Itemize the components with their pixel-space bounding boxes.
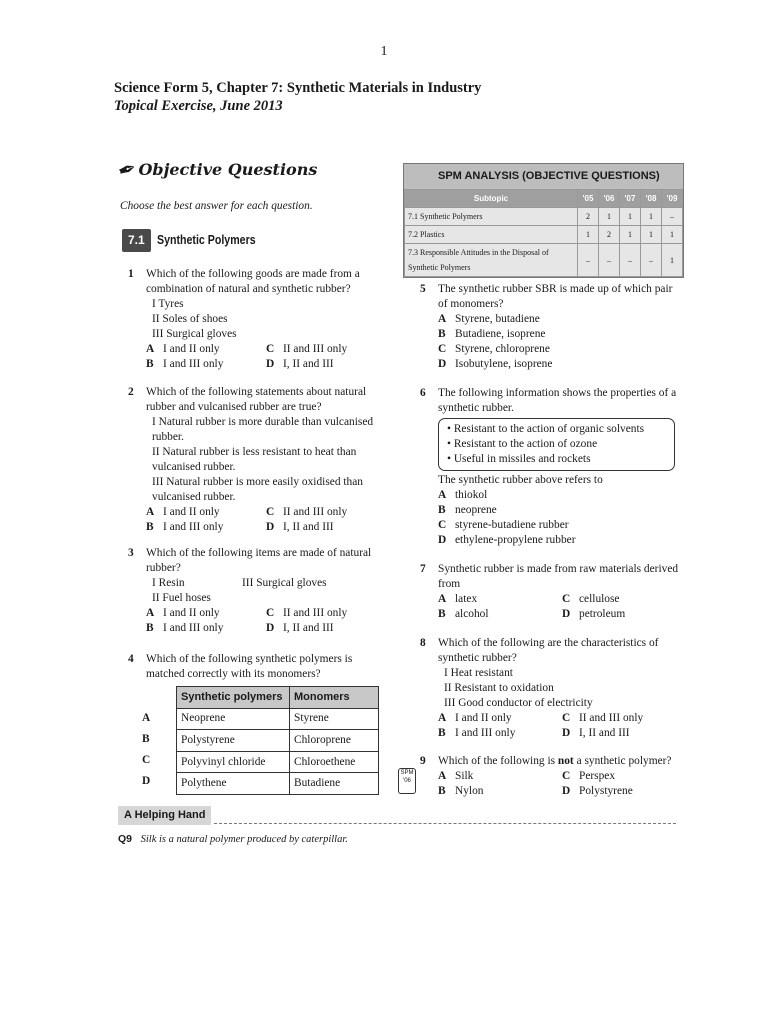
option-d[interactable]: ethylene-propylene rubber — [455, 534, 576, 546]
question-number: 5 — [420, 283, 426, 295]
property-item: • Resistant to the action of organic solvents — [447, 423, 645, 435]
item: III Surgical gloves — [242, 577, 327, 589]
option-d[interactable]: I, II and III — [283, 622, 334, 634]
question-1: 1 Which of the following goods are made from a combination of natural and synthetic rubber? I Tyres II Soles of shoes III Surgical gloves A I and II only C II and III only B I and III only D I, II and III — [128, 267, 390, 372]
option-a[interactable]: latex — [455, 593, 478, 605]
item: I Heat resistant — [444, 667, 513, 679]
option-b[interactable]: alcohol — [455, 608, 489, 620]
option-d[interactable]: I, II and III — [283, 521, 334, 533]
spm-analysis-title: SPM ANALYSIS (OBJECTIVE QUESTIONS) — [404, 164, 683, 189]
option-b[interactable]: I and III only — [163, 521, 224, 533]
option-c[interactable]: II and III only — [283, 607, 348, 619]
polymer-cell: Polythene — [177, 773, 290, 795]
polymer-cell: Polystyrene — [177, 730, 290, 752]
item-list — [152, 297, 390, 342]
question-8: 8 Which of the following are the characteristics of synthetic rubber? I Heat resistant II Resistant to oxidation III Good conductor of electricity A I and II only C II and III only B I and III only D I, II and III — [420, 636, 682, 741]
option-letter: D — [142, 775, 151, 787]
option-a[interactable]: I and II only — [163, 607, 220, 619]
option-b[interactable]: I and III only — [163, 358, 224, 370]
question-9: 9 Which of the following is not a synthetic polymer? A Silk C Perspex B Nylon D Polystyrene — [420, 754, 682, 799]
divider — [214, 823, 676, 824]
question-text: Synthetic rubber is made from raw materials derived from — [438, 563, 679, 590]
option-b[interactable]: I and III only — [455, 727, 516, 739]
item: II Soles of shoes — [152, 313, 228, 325]
question-number: 7 — [420, 563, 426, 575]
question-number: 6 — [420, 387, 426, 399]
option-c[interactable]: Styrene, chloroprene — [455, 343, 550, 355]
question-7: 7 Synthetic rubber is made from raw materials derived from A latex C cellulose B alcohol D petroleum — [420, 562, 682, 622]
page-number: 1 — [380, 44, 388, 59]
helping-hand-label: A Helping Hand — [118, 806, 211, 825]
option-a[interactable]: Silk — [455, 770, 474, 782]
section-heading — [122, 229, 273, 252]
header-year: '08 — [641, 190, 662, 208]
table-row[interactable] — [177, 751, 379, 773]
option-c[interactable]: II and III only — [283, 506, 348, 518]
polymer-cell: Neoprene — [177, 708, 290, 730]
question-number: 8 — [420, 637, 426, 649]
option-d[interactable]: I, II and III — [579, 727, 630, 739]
subtopic-cell: 7.2 Plastics — [405, 226, 578, 244]
question-6: 6 The following information shows the properties of a synthetic rubber. • Resistant to the action of organic solvents • Resistant to the action of ozone • Useful in missiles and rockets The synthetic rubber above refers to A thiokol B neoprene C styrene-butadiene rubber D ethylene-propylene rubber — [420, 386, 682, 548]
table-row: 7.1 Synthetic Polymers 2 1 1 1 – — [405, 208, 683, 226]
option-d[interactable]: Isobutylene, isoprene — [455, 358, 553, 370]
question-text: Which of the following are the characteristics of synthetic rubber? — [438, 637, 659, 664]
option-a[interactable]: I and II only — [163, 506, 220, 518]
polymer-cell: Polyvinyl chloride — [177, 751, 290, 773]
section-number: 7.1 — [122, 229, 151, 252]
subtopic-cell: 7.3 Responsible Attitudes in the Disposal of Synthetic Polymers — [405, 244, 578, 277]
monomer-cell: Butadiene — [290, 773, 379, 795]
pen-icon: ✒ — [114, 154, 141, 185]
option-c[interactable]: II and III only — [283, 343, 348, 355]
spm-06-tag: SPM '06 — [398, 768, 416, 794]
header-year: '06 — [599, 190, 620, 208]
hint-question-ref: Q9 — [118, 833, 133, 845]
table-row[interactable] — [177, 708, 379, 730]
option-letter: C — [142, 754, 151, 766]
instruction-text: Choose the best answer for each question. — [120, 200, 313, 212]
question-number: 3 — [128, 547, 134, 559]
option-b[interactable]: Nylon — [455, 785, 484, 797]
question-text: Which of the following items are made of natural rubber? — [146, 547, 372, 574]
subtopic-cell: 7.1 Synthetic Polymers — [405, 208, 578, 226]
item: II Fuel hoses — [152, 592, 211, 604]
header-monomer: Monomers — [290, 687, 379, 709]
option-a[interactable]: thiokol — [455, 489, 488, 501]
item: II Resistant to oxidation — [444, 682, 554, 694]
table-row: 7.3 Responsible Attitudes in the Disposal of Synthetic Polymers – – – – 1 — [405, 244, 683, 277]
header-subtopic: Subtopic — [405, 190, 578, 208]
question-number: 4 — [128, 653, 134, 665]
question-text: Which of the following synthetic polymers is matched correctly with its monomers? — [146, 653, 353, 680]
table-row[interactable] — [177, 730, 379, 752]
document-title: Science Form 5, Chapter 7: Synthetic Materials in Industry — [114, 80, 482, 96]
item: II Natural rubber is less resistant to heat than vulcanised rubber. — [152, 446, 357, 473]
item: I Natural rubber is more durable than vulcanised rubber. — [152, 416, 374, 443]
item-list — [444, 666, 682, 711]
question-number: 2 — [128, 386, 134, 398]
option-c[interactable]: II and III only — [579, 712, 644, 724]
option-letter: A — [142, 712, 151, 724]
document-subtitle: Topical Exercise, June 2013 — [114, 98, 283, 114]
header-year: '07 — [620, 190, 641, 208]
question-text: Which of the following is not a synthetic polymer? — [438, 755, 672, 767]
spm-analysis-box — [403, 163, 684, 278]
header-polymer: Synthetic polymers — [177, 687, 290, 709]
option-a[interactable]: I and II only — [163, 343, 220, 355]
question-stem: The synthetic rubber above refers to — [438, 474, 603, 486]
item: III Natural rubber is more easily oxidised than vulcanised rubber. — [152, 476, 363, 503]
objective-heading-text: Objective Questions — [138, 160, 318, 179]
property-item: • Useful in missiles and rockets — [447, 453, 591, 465]
table-row[interactable] — [177, 773, 379, 795]
option-b[interactable]: Butadiene, isoprene — [455, 328, 546, 340]
question-4 — [128, 652, 390, 795]
item: I Tyres — [152, 298, 184, 310]
header-year: '05 — [578, 190, 599, 208]
option-letter: B — [142, 733, 150, 745]
option-b[interactable]: I and III only — [163, 622, 224, 634]
question-3: 3 Which of the following items are made of natural rubber? I Resin III Surgical gloves II Fuel hoses A I and II only C II and III only B I and III only D I, II and III — [128, 546, 390, 636]
spm-analysis-table — [404, 189, 683, 277]
option-a[interactable]: Styrene, butadiene — [455, 313, 540, 325]
polymer-table — [176, 686, 379, 795]
header-year: '09 — [662, 190, 683, 208]
option-c[interactable]: cellulose — [579, 593, 620, 605]
monomer-cell: Chloroprene — [290, 730, 379, 752]
item: III Good conductor of electricity — [444, 697, 593, 709]
question-text: Which of the following statements about natural rubber and vulcanised rubber are true? — [146, 386, 367, 413]
helping-hand-hint — [118, 832, 348, 847]
question-text: The following information shows the properties of a synthetic rubber. — [438, 387, 677, 414]
objective-heading — [114, 154, 318, 185]
monomer-cell: Styrene — [290, 708, 379, 730]
option-d[interactable]: petroleum — [579, 608, 626, 620]
option-letters — [128, 686, 176, 795]
option-a[interactable]: I and II only — [455, 712, 512, 724]
monomer-cell: Chloroethene — [290, 751, 379, 773]
option-c[interactable]: styrene-butadiene rubber — [455, 519, 569, 531]
option-d[interactable]: Polystyrene — [579, 785, 633, 797]
item: I Resin — [152, 577, 185, 589]
option-b[interactable]: neoprene — [455, 504, 497, 516]
hint-text: Silk is a natural polymer produced by caterpillar. — [140, 834, 348, 845]
question-text: The synthetic rubber SBR is made up of which pair of monomers? — [438, 283, 673, 310]
helping-hand-banner — [118, 806, 678, 825]
option-c[interactable]: Perspex — [579, 770, 616, 782]
question-number: 9 — [420, 755, 426, 767]
question-text: Which of the following goods are made from a combination of natural and synthetic rubber? — [146, 268, 360, 295]
property-item: • Resistant to the action of ozone — [447, 438, 598, 450]
question-number: 1 — [128, 268, 134, 280]
section-title: Synthetic Polymers — [156, 233, 256, 247]
question-5: 5 The synthetic rubber SBR is made up of which pair of monomers? A Styrene, butadiene B Butadiene, isoprene C Styrene, chloroprene D Isobutylene, isoprene — [420, 282, 682, 372]
question-2: 2 Which of the following statements about natural rubber and vulcanised rubber are true? I Natural rubber is more durable than vulcanised rubber. II Natural rubber is less resistant to heat than vulcanised rubber. III Natural rubber is more easily oxidised than vulcanised rubber. A I and II only C II and III only B I and III only D I, II and III — [128, 385, 390, 535]
properties-box — [438, 418, 675, 471]
table-row: 7.2 Plastics 1 2 1 1 1 — [405, 226, 683, 244]
option-d[interactable]: I, II and III — [283, 358, 334, 370]
item: III Surgical gloves — [152, 328, 237, 340]
item-list — [152, 415, 390, 505]
